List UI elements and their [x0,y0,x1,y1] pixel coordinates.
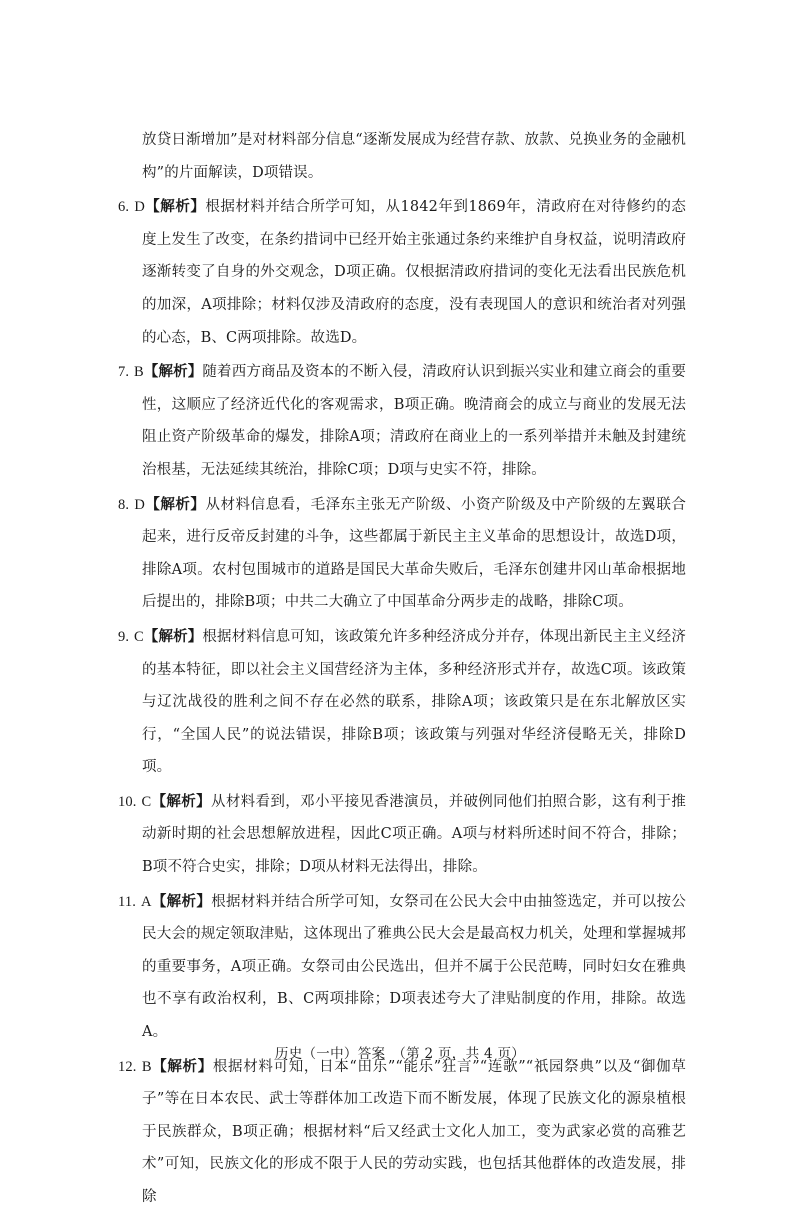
answer-item-10 [118,786,686,884]
analysis-tag: 【解析】 [144,495,206,513]
answer-item-7 [118,356,686,486]
item-number: 8. [118,496,130,513]
item-number: 9. [118,628,130,645]
analysis-tag: 【解析】 [151,792,211,810]
analysis-tag: 【解析】 [143,627,203,645]
analysis-tag: 【解析】 [151,892,212,910]
item-text: 根据材料并结合所学可知，女祭司在公民大会中由抽签选定，并可以按公民大会的规定领取津贴，这体现出了雅典公民大会是最高权力机关，处理和掌握城邦的重要事务，A项正确。女祭司由公民选出，但并不属于公民范畴，同时妇女在雅典也不享有政治权利，B、C两项排除；D项表述夸大了津贴制度的作用，排除。故选A。 [142,893,686,1041]
page-footer: 历史（一中）答案 （第 2 页，共 4 页） [274,1046,526,1062]
item-answer: D [134,496,145,513]
item-number: 10. [118,793,137,810]
analysis-tag: 【解析】 [151,1057,213,1075]
item-answer: B [141,1058,152,1075]
answer-item-11 [118,886,686,1049]
item-number: 7. [118,364,130,381]
item-text: 随着西方商品及资本的不断入侵，清政府认识到振兴实业和建立商会的重要性，这顺应了经济近代化的客观需求，B项正确。晚清商会的成立与商业的发展无法阻止资产阶级革命的爆发，排除A项；清政府在商业上的一系列举措并未触及封建统治根基，无法延续其统治，排除C项；D项与史实不符，排除。 [142,364,686,478]
item-text: 从材料信息看，毛泽东主张无产阶级、小资产阶级及中产阶级的左翼联合起来，进行反帝反封建的斗争，这些都属于新民主主义革命的思想设计，故选D项，排除A项。农村包围城市的道路是国民大革命失败后，毛泽东创建井冈山革命根据地后提出的，排除B项；中共二大确立了中国革命分两步走的战略，排除C项。 [142,496,686,611]
item-answer: B [133,364,144,381]
item-text: 根据材料信息可知，该政策允许多种经济成分并存，体现出新民主主义经济的基本特征，即以社会主义国营经济为主体，多种经济形式并存，故选C项。该政策与辽沈战役的胜利之间不存在必然的联系，排除A项；该政策只是在东北解放区实行，“全国人民”的说法错误，排除B项；该政策与列强对华经济侵略无关，排除D项。 [142,628,686,776]
item-number: 6. [118,199,130,216]
item-answer: C [141,793,152,810]
item-answer: C [133,628,144,645]
answer-item-9 [118,621,686,784]
item-text: 根据材料可知，日本“田乐”“能乐”狂言”“连歌”“祇园祭典”以及“御伽草子”等在日本农民、武士等群体加工改造下而不断发展，体现了民族文化的源泉植根于民族群众，B项正确；根据材料“后又经武士文化人加工，变为武家必赏的高雅艺术”可知，民族文化的形成不限于人民的劳动实践，也包括其他群体的改造发展，排除 [142,1058,686,1205]
answer-item-8 [118,489,686,619]
item-answer: A [141,893,152,910]
analysis-tag: 【解析】 [143,363,203,381]
item-number: 12. [118,1058,137,1075]
item-text: 从材料看到，邓小平接见香港演员，并破例同他们拍照合影，这有利于推动新时期的社会思想解放进程，因此C项正确。A项与材料所述时间不符合，排除；B项不符合史实，排除；D项从材料无法得出，排除。 [142,793,686,876]
answer-item-6 [118,191,686,354]
analysis-tag: 【解析】 [144,198,206,216]
item-number: 11. [118,893,137,910]
intro-paragraph: 放贷日渐增加”是对材料部分信息“逐渐发展成为经营存款、放款、兑换业务的金融机构”的片面解读，D项错误。 [142,132,686,181]
item-text: 根据材料并结合所学可知，从1842年到1869年，清政府在对待修约的态度上发生了改变，在条约措词中已经开始主张通过条约来维护自身权益，说明清政府逐渐转变了自身的外交观念，D项正确。仅根据清政府措词的变化无法看出民族危机的加深，A项排除；材料仅涉及清政府的态度，没有表现国人的意识和统治者对列强的心态，B、C两项排除。故选D。 [142,199,686,346]
answer-item-12 [118,1051,686,1214]
item-answer: D [134,199,145,216]
